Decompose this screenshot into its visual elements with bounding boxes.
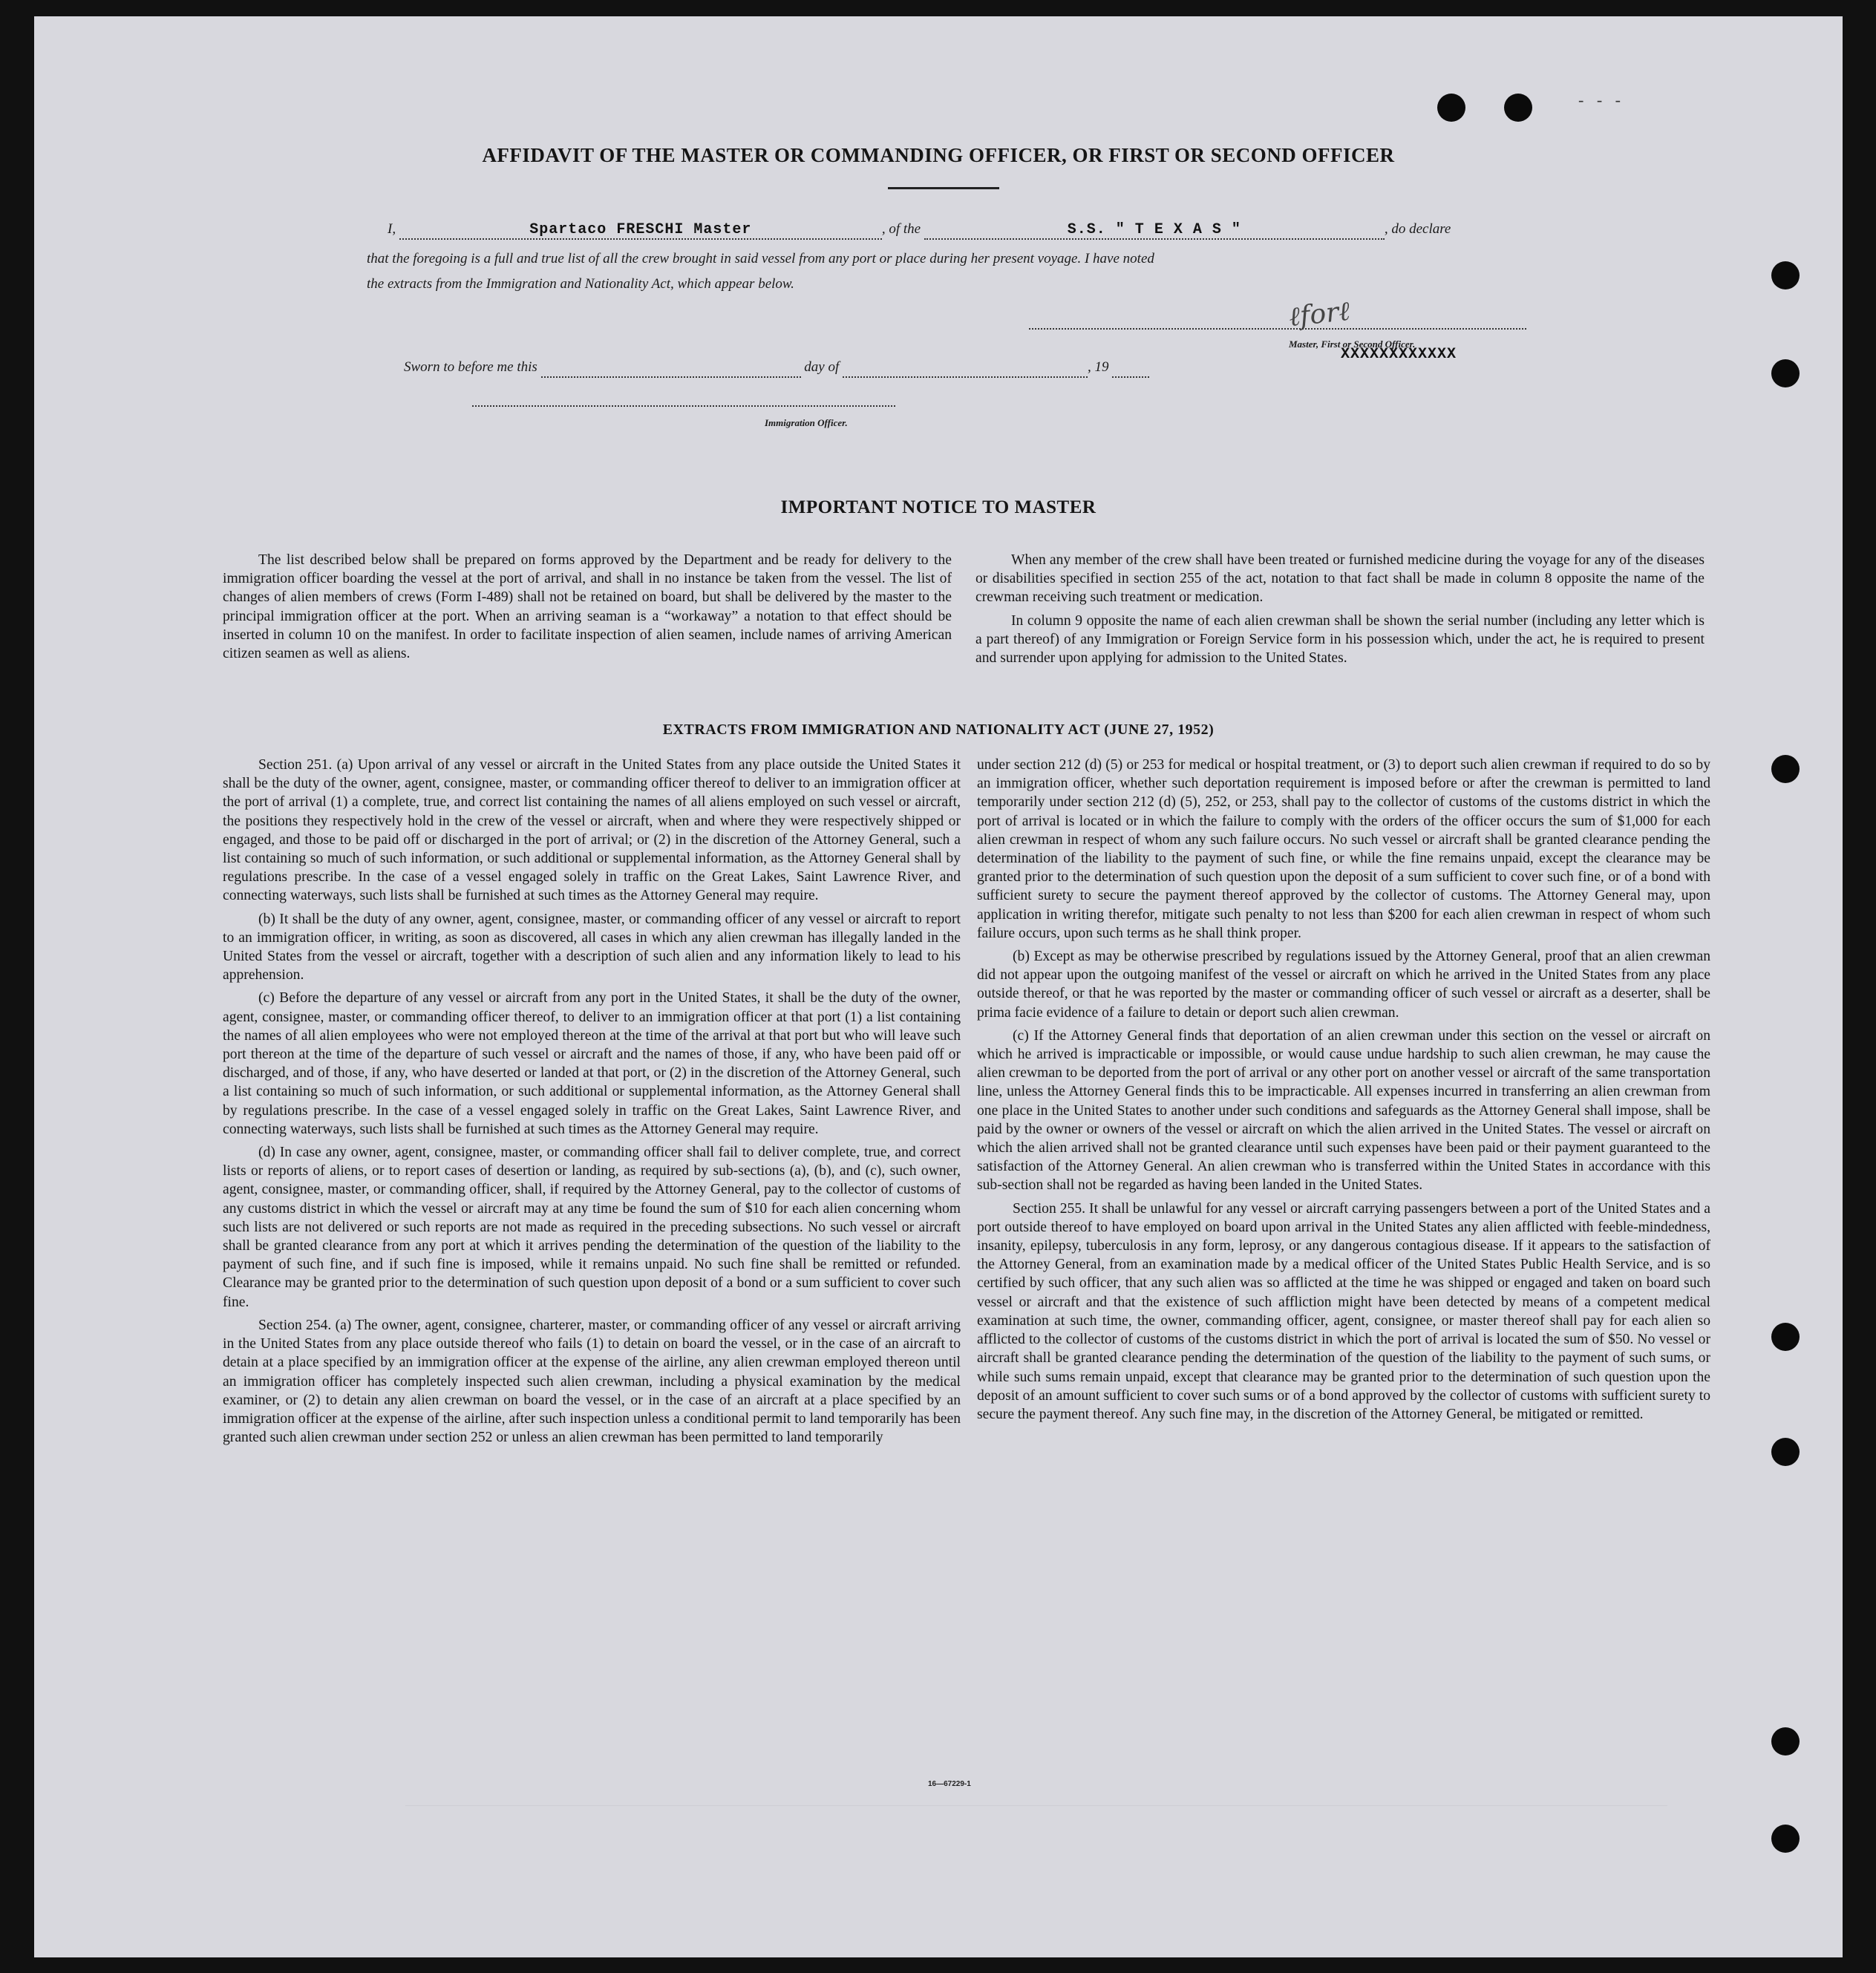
section-251-a: Section 251. (a) Upon arrival of any vessel or aircraft in the United States from any place outside the United States it shall be the duty of the owner, agent, consignee, master, or commanding officer thereof to deliver to an immigration officer at the port of arrival (1) a complete, true, and correct list containing the names of all aliens employed on such vessel or aircraft, the positions they respectively hold in the crew of the vessel or aircraft, when and where they were respectively shipped or engaged, and those to be paid off or discharged in the port of arrival; or (2) in the discretion of the Attorney General, such a list containing so much of such information, or such additional or supplemental information, as the Attorney General shall by regulations prescribe. In the case of a vessel engaged solely in traffic on the Great Lakes, Saint Lawrence River, and connecting waterways, such lists shall be furnished at such times as the Attorney General may require. xyxy=(223,757,961,904)
section-254-a-continued: under section 212 (d) (5) or 253 for medical or hospital treatment, or (3) to deport such alien crewman if required to do so by an immigration officer, whether such deportation requirement is imposed before or after the crewman is permitted to land temporarily under section 212 (d) (5), 252, or 253, shall pay to the collector of customs of the customs district in which the port of arrival is located or in which the failure to comply with the orders of the officer occurs the sum of $1,000 for each alien crewman in respect of whom any such failure occurs. No such vessel or aircraft shall be granted clearance pending the determination of the liability to the payment of such fine, or while the fine remains unpaid, except the clearance may be granted prior to the determination of such question upon the deposit of a sum sufficient to cover such fine, or of a bond with sufficient surety to secure the payment thereof approved by the collector of customs. The Attorney General may, upon application in writing therefor, mitigate such penalty to not less than $200 for each alien crewman in respect of whom such failure occurs, upon such terms as he shall think proper. xyxy=(977,757,1710,941)
form-number: 16—67229-1 xyxy=(928,1780,971,1788)
punch-hole-top-2 xyxy=(1504,94,1532,122)
punch-hole-right-2 xyxy=(1771,359,1800,387)
section-254-c: (c) If the Attorney General finds that deportation of an alien crewman under this section on the vessel or aircraft on which he arrived is impracticable or impossible, or would cause undue hardship to such alien crewman, he may cause the alien crewman to be deported from the port of arrival or any other port on another vessel or aircraft of the same transportation line, unless the Attorney General finds this to be impracticable. All expenses incurred in transferring an alien crewman from one place in the United States to another under such conditions and safeguards as the Attorney General shall impose, shall be paid by the owner or owners of the vessel or aircraft on which the alien arrived in the United States. The vessel or aircraft on which the alien arrived shall not be granted clearance until such expenses have been paid or their payment guaranteed to the satisfaction of the Attorney General. An alien crewman who is transferred within the United States in accordance with this sub-section shall not be regarded as having been landed in the United States. xyxy=(977,1027,1710,1194)
dash-mark: - - - xyxy=(1578,91,1625,109)
notice-title: IMPORTANT NOTICE TO MASTER xyxy=(780,497,1096,517)
punch-hole-right-1 xyxy=(1771,261,1800,289)
affidavit-title: AFFIDAVIT OF THE MASTER OR COMMANDING OFFICER, OR FIRST OR SECOND OFFICER xyxy=(482,144,1395,166)
notice-right-column xyxy=(975,551,1705,672)
notice-left-paragraph: The list described below shall be prepared on forms approved by the Department and be ready for delivery to the immigration officer boarding the vessel at the port of arrival, and shall in no instance be taken from the vessel. The list of changes of alien members of crews (Form I-489) shall not be retained on board, but shall be delivered by the master to the principal immigration officer at the port. When an arriving seaman is a “workaway” a notation to that effect should be inserted in column 10 on the manifest. In order to facilitate inspection of alien seamen, include names of arriving American citizen seamen as well as aliens. xyxy=(223,552,952,662)
signature-overstrike: XXXXXXXXXXXX xyxy=(1341,346,1457,363)
punch-hole-right-5 xyxy=(1771,1438,1800,1466)
extracts-right-column xyxy=(977,756,1710,1428)
declaration-line-1 xyxy=(388,221,1451,240)
master-signature-caption: Master, First or Second Officer. xyxy=(1289,338,1416,350)
officer-caption: Immigration Officer. xyxy=(765,417,848,428)
do-declare-label: , do declare xyxy=(1384,221,1451,237)
notice-left-column xyxy=(223,551,952,667)
section-254-a: Section 254. (a) The owner, agent, consignee, charterer, master, or commanding officer of any vessel or aircraft arriving in the United States from any place outside thereof who fails (1) to detain on board the vessel, or in the case of an aircraft to detain at a place specified by an immigration officer at the expense of the airline, any alien crewman employed thereon until an immigration officer has completely inspected such alien crewman, including a physical examination by the medical examiner, or (2) to detain any alien crewman on board the vessel, or in the case of an aircraft at a place specified by an immigration officer at the expense of the airline, after such inspection unless a conditional permit to land temporarily has been granted such alien crewman under section 252 or unless an alien crewman has been permitted to land temporarily xyxy=(223,1317,961,1446)
section-251-d: (d) In case any owner, agent, consignee, master, or commanding officer shall fail to deliver complete, true, and correct lists or reports of aliens, or to report cases of desertion or landing, as required by sub-sections (a), (b), and (c), such owner, agent, consignee, master, or commanding officer, shall, if required by the Attorney General, pay to the collector of customs of any customs district in which the vessel or aircraft may at any time be found the sum of $10 for each alien concerning whom such lists are not delivered or such reports are not made as required in the preceding subsections. No such vessel or aircraft shall be granted clearance from any port at which it arrives pending the determination of the question of the liability to the payment of such fine, and if such fine is imposed, while it remains unpaid. No such fine shall be remitted or refunded. Clearance may be granted prior to the determination of such question upon deposit of a bond or a sum sufficient to cover such fine. xyxy=(223,1145,961,1310)
bleed-through-text xyxy=(405,1805,1667,1895)
sworn-line xyxy=(404,359,1149,378)
punch-hole-right-3 xyxy=(1771,755,1800,783)
master-signature-line xyxy=(1029,328,1526,330)
master-name-field: Spartaco FRESCHI Master xyxy=(399,221,882,240)
year-prefix-label: , 19 xyxy=(1088,359,1109,375)
sworn-month-field xyxy=(843,359,1088,378)
sworn-day-field xyxy=(541,359,801,378)
declaration-prefix: I, xyxy=(388,221,396,237)
section-254-b: (b) Except as may be otherwise prescribed by regulations issued by the Attorney General, proof that an alien crewman did not appear upon the outgoing manifest of the vessel or aircraft on which he arrived in the United States from any place outside thereof, or that he was reported by the master or commanding officer of such vessel or aircraft as a deserter, shall be prima facie evidence of a failure to detain or deport such alien crewman. xyxy=(977,949,1710,1021)
extracts-left-column xyxy=(223,756,961,1451)
section-255: Section 255. It shall be unlawful for any vessel or aircraft carrying passengers between a port of the United States and a port outside thereof to have employed on board upon arrival in the United States any alien afflicted with feeble-mindedness, insanity, epilepsy, tuberculosis in any form, leprosy, or any dangerous contagious disease. If it appears to the satisfaction of the Attorney General, from an examination made by a medical officer of the United States Public Health Service, and is so certified by such officer, that any such alien was so afflicted at the time he was shipped or engaged and taken on board such vessel or aircraft and that the existence of such affliction might have been detected by means of a competent medical examination at such time, the owner, commanding officer, agent, consignee, or master thereof shall pay for each alien so afflicted to the collector of customs of the customs district in which the port of arrival is located the sum of $50. No vessel or aircraft shall be granted clearance pending the determination of the question of the liability to the payment of such sums, or while such sums remain unpaid, except that clearance may be granted prior to the determination of such question upon the deposit of an amount sufficient to cover such sums or of a bond approved by the collector of customs with sufficient surety to secure the payment thereof. Any such fine may, in the discretion of the Attorney General, be mitigated or remitted. xyxy=(977,1200,1710,1422)
extracts-title: EXTRACTS FROM IMMIGRATION AND NATIONALITY ACT (JUNE 27, 1952) xyxy=(662,722,1215,738)
document-page xyxy=(34,16,1843,1957)
title-rule xyxy=(888,187,999,189)
officer-signature-line xyxy=(472,405,895,407)
of-the-label: , of the xyxy=(881,221,921,237)
notice-right-paragraph-2: In column 9 opposite the name of each alien crewman shall be shown the serial number (including any letter which is a part thereof) of any Immigration or Foreign Service form in his possession which, under the act, he is required to present and surrender upon applying for admission to the United States. xyxy=(975,612,1705,667)
punch-hole-right-6 xyxy=(1771,1727,1800,1756)
declaration-line-2: that the foregoing is a full and true list of all the crew brought in said vessel from any port or place during her present voyage. I have noted xyxy=(367,251,1154,266)
day-of-label: day of xyxy=(804,359,840,375)
master-signature: ℓforℓ xyxy=(1287,295,1352,333)
punch-hole-top-1 xyxy=(1437,94,1465,122)
sworn-year-field xyxy=(1112,359,1149,378)
punch-hole-right-7 xyxy=(1771,1825,1800,1853)
section-251-b: (b) It shall be the duty of any owner, agent, consignee, master, or commanding officer of any vessel or aircraft to report to an immigration officer, in writing, as soon as discovered, all cases in which any alien crewman has illegally landed in the United States from the vessel or aircraft, together with a description of such alien and any information likely to lead to his apprehension. xyxy=(223,911,961,984)
sworn-label: Sworn to before me this xyxy=(404,359,537,375)
punch-hole-right-4 xyxy=(1771,1323,1800,1351)
vessel-name-field: S.S. " T E X A S " xyxy=(924,221,1385,240)
section-251-c: (c) Before the departure of any vessel or aircraft from any port in the United States, it shall be the duty of the owner, agent, consignee, master, or commanding officer thereof, to deliver to an immigration officer at that port (1) a list containing the names of all alien employees who were not employed thereon at the time of the arrival at that port but who will leave such port thereon at the time of the departure of such vessel or aircraft and the names of those, if any, who have been paid off or discharged, and of those, if any, who have deserted or landed at that port, or (2) in the discretion of the Attorney General, such a list containing so much of such information, or such additional or supplemental information, as the Attorney General shall by regulations prescribe. In the case of a vessel engaged solely in traffic on the Great Lakes, Saint Lawrence River, and connecting waterways, such lists shall be furnished at such times as the Attorney General may require. xyxy=(223,990,961,1137)
notice-right-paragraph-1: When any member of the crew shall have been treated or furnished medicine during the voyage for any of the diseases or disabilities specified in section 255 of the act, notation to that fact shall be made in column 8 opposite the name of the crewman receiving such treatment or medication. xyxy=(975,552,1705,606)
declaration-line-3: the extracts from the Immigration and Nationality Act, which appear below. xyxy=(367,276,794,292)
